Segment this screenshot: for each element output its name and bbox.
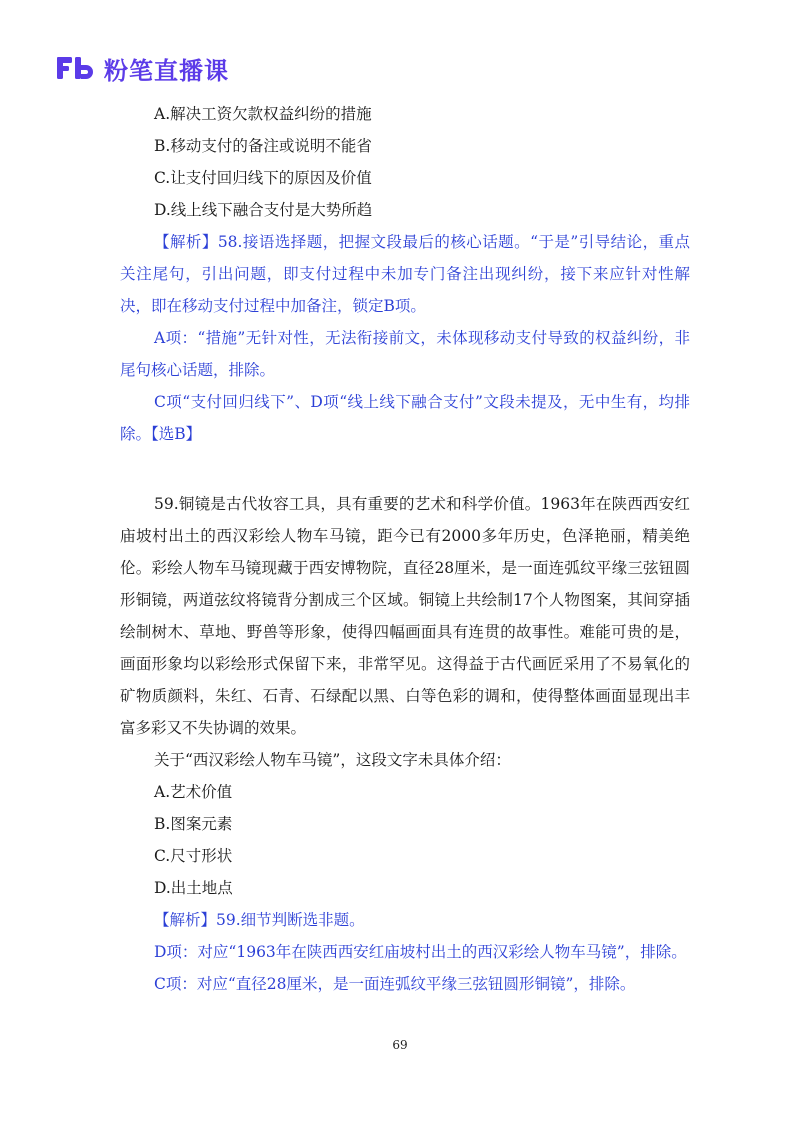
q58-option-a: A.解决工资欠款权益纠纷的措施 (154, 105, 372, 123)
q58-option-c: C.让支付回归线下的原因及价值 (154, 169, 372, 187)
q59-analysis-option-c: C项：对应“直径28厘米，是一面连弧纹平缘三弦钮圆形铜镜”，排除。 (154, 975, 636, 993)
page-number: 69 (392, 1038, 408, 1052)
q59-option-d: D.出土地点 (154, 879, 233, 897)
q58-analysis: 【解析】58.接语选择题，把握文段最后的核心话题。“于是”引导结论，重点关注尾句，引出问题，即支付过程中未加专门备注出现纠纷，接下来应针对性解决，即在移动支付过程中加备注，锁定B项。 (120, 233, 690, 315)
q58-option-b: B.移动支付的备注或说明不能省 (154, 137, 372, 155)
q59-analysis: 【解析】59.细节判断选非题。 (154, 911, 365, 929)
q58-analysis-option-cd: C项“支付回归线下”、D项“线上线下融合支付”文段未提及，无中生有，均排除。【选B】 (120, 393, 690, 443)
page-content (120, 98, 690, 1000)
q59-analysis-option-d: D项：对应“1963年在陕西西安红庙坡村出土的西汉彩绘人物车马镜”，排除。 (154, 943, 687, 961)
q59-option-a: A.艺术价值 (154, 783, 233, 801)
fb-logo-icon (56, 54, 96, 82)
q59-question: 关于“西汉彩绘人物车马镜”，这段文字未具体介绍： (154, 751, 511, 769)
brand-name: 粉笔直播课 (104, 56, 229, 85)
q58-analysis-option-a: A项：“措施”无针对性，无法衔接前文，未体现移动支付导致的权益纠纷，非尾句核心话题，排除。 (120, 329, 690, 379)
q59-passage: 59.铜镜是古代妆容工具，具有重要的艺术和科学价值。1963年在陕西西安红庙坡村出土的西汉彩绘人物车马镜，距今已有2000多年历史，色泽艳丽，精美绝伦。彩绘人物车马镜现藏于西安博物院，直径28厘米，是一面连弧纹平缘三弦钮圆形铜镜，两道弦纹将镜背分割成三个区域。铜镜上共绘制17个人物图案，其间穿插绘制树木、草地、野兽等形象，使得四幅画面具有连贯的故事性。难能可贵的是，画面形象均以彩绘形式保留下来，非常罕见。这得益于古代画匠采用了不易氧化的矿物质颜料，朱红、石青、石绿配以黑、白等色彩的调和，使得整体画面显现出丰富多彩又不失协调的效果。 (120, 495, 690, 737)
brand-logo (56, 52, 229, 84)
q59-option-c: C.尺寸形状 (154, 847, 233, 865)
q59-option-b: B.图案元素 (154, 815, 233, 833)
q58-option-d: D.线上线下融合支付是大势所趋 (154, 201, 373, 219)
